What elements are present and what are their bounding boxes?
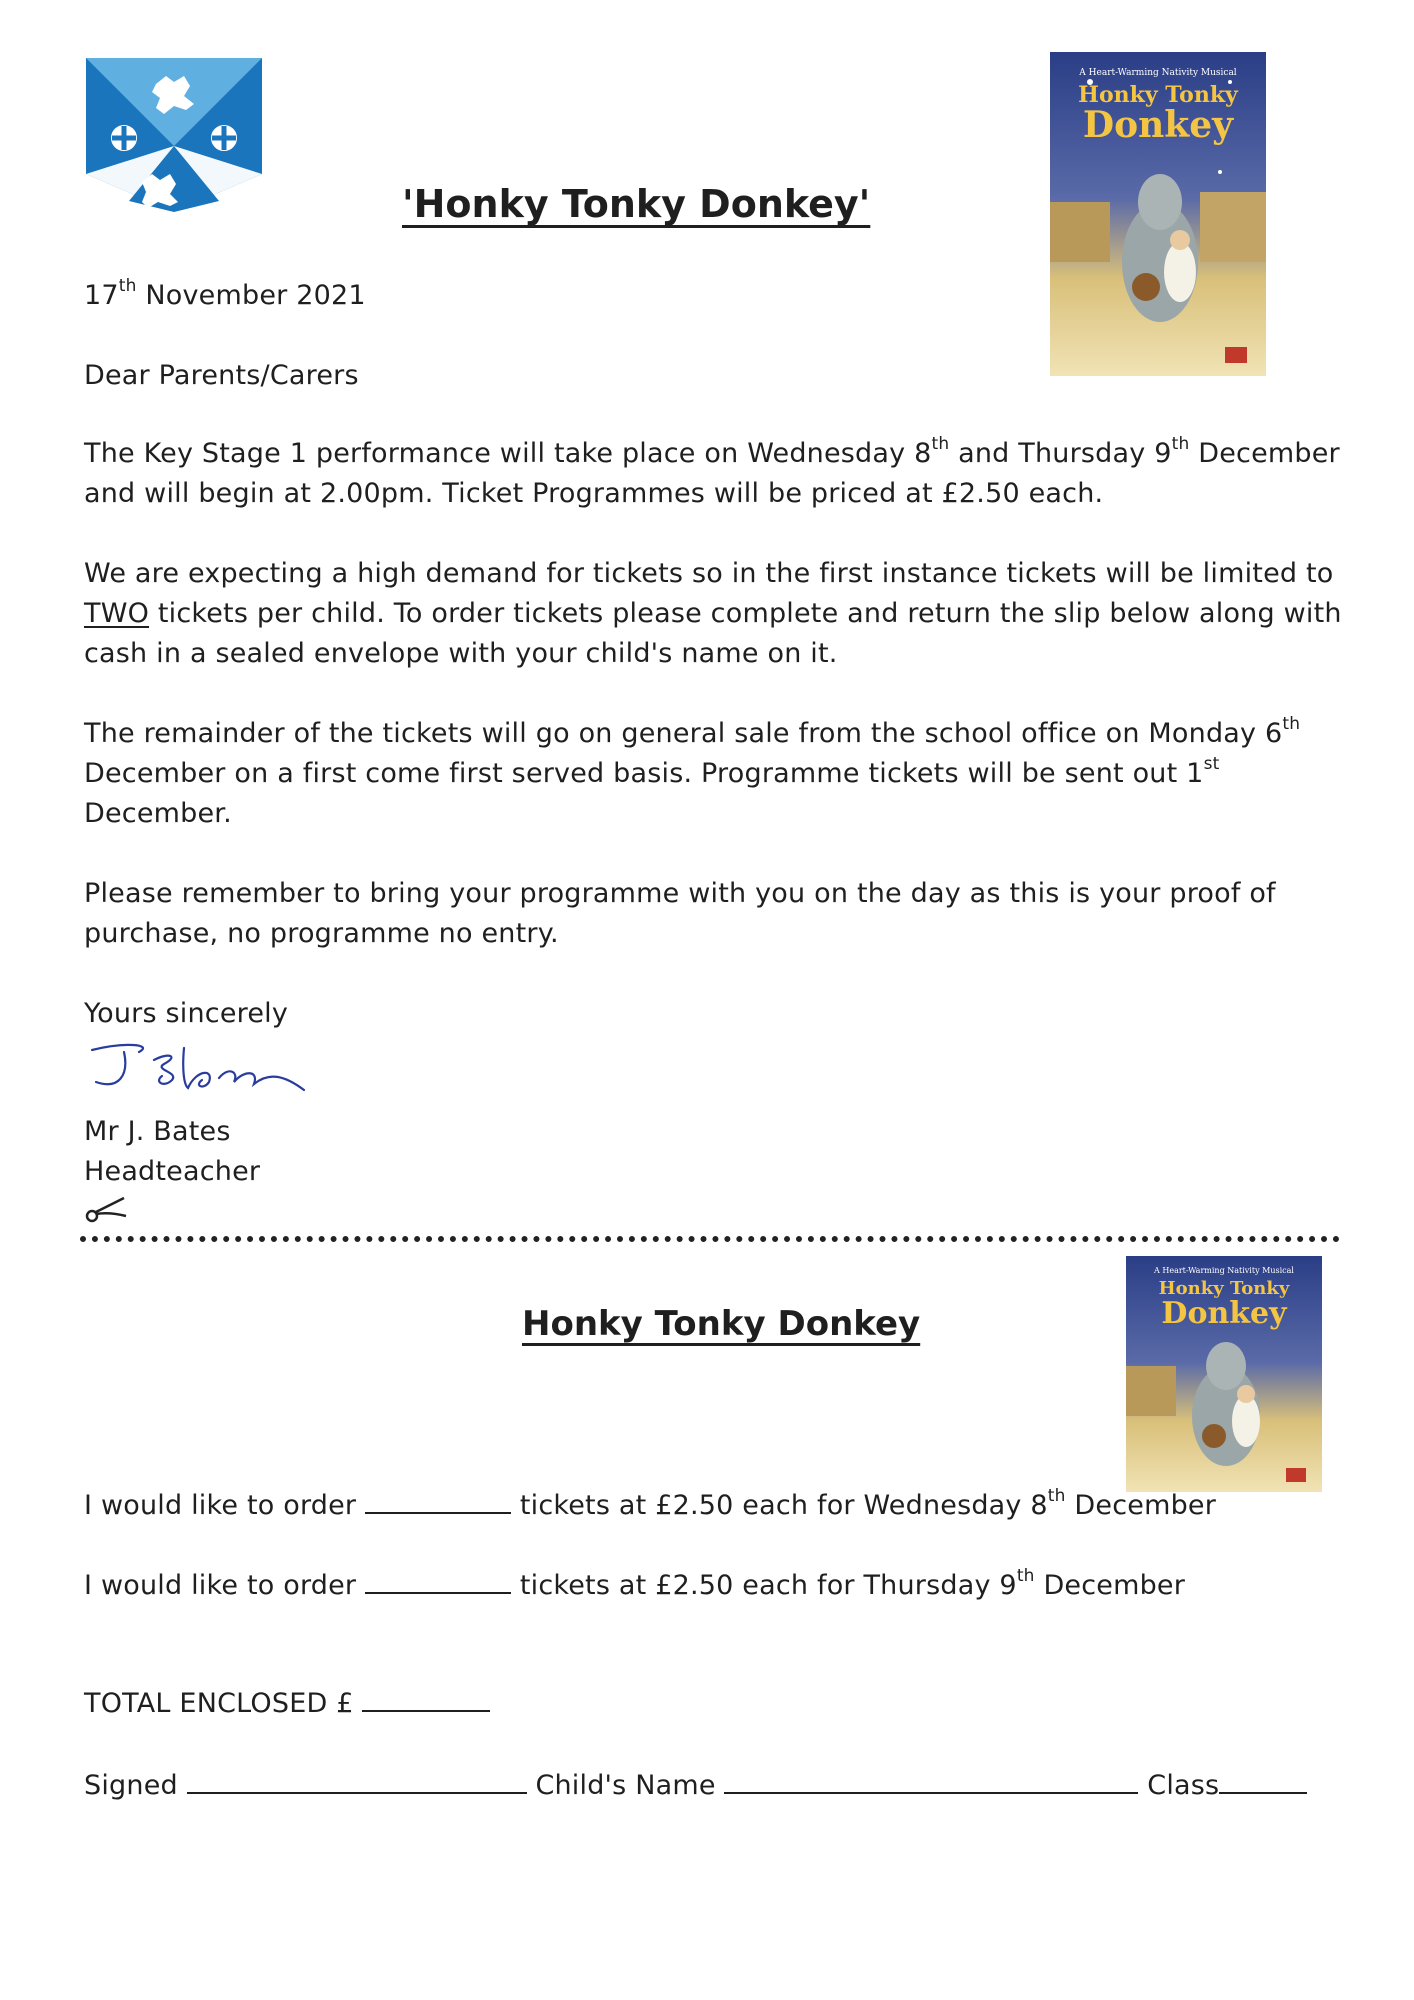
total-enclosed-line: TOTAL ENCLOSED £ bbox=[84, 1682, 490, 1724]
wednesday-quantity-field[interactable] bbox=[365, 1484, 511, 1514]
poster-title-line2: Donkey bbox=[1082, 104, 1234, 146]
signatory-name: Mr J. Bates bbox=[84, 1116, 231, 1147]
paragraph-performance: The Key Stage 1 performance will take place on Wednesday 8th and Thursday 9th December and will begin at 2.00pm. Ticket Programmes will be priced at £2.50 each. bbox=[84, 434, 1340, 509]
school-crest-logo bbox=[84, 56, 264, 214]
child-name-field[interactable] bbox=[724, 1764, 1138, 1794]
slip-poster-tagline: A Heart-Warming Nativity Musical bbox=[1154, 1266, 1294, 1275]
paragraph-general-sale: The remainder of the tickets will go on general sale from the school office on Monday 6th December on a first come first served basis. Programme tickets will be sent out 1st December. bbox=[84, 714, 1301, 829]
page-title: 'Honky Tonky Donkey' bbox=[402, 182, 871, 226]
class-field[interactable] bbox=[1219, 1764, 1307, 1794]
slip-poster-image bbox=[1126, 1256, 1322, 1492]
closing: Yours sincerely bbox=[84, 998, 289, 1029]
paragraph-demand: We are expecting a high demand for tickets so in the first instance tickets will be limited to TWO tickets per child. To order tickets please complete and return the slip below along with cash in a sealed envelope with your child's name on it. bbox=[84, 558, 1342, 669]
scissors-icon bbox=[84, 1192, 130, 1224]
order-line-thursday: I would like to order tickets at £2.50 each for Thursday 9th December bbox=[84, 1566, 1186, 1601]
signature bbox=[84, 1030, 314, 1110]
slip-title: Honky Tonky Donkey bbox=[522, 1304, 921, 1344]
order-line-wednesday: I would like to order tickets at £2.50 each for Wednesday 8th December bbox=[84, 1486, 1217, 1521]
poster-title-line1: Honky Tonky bbox=[1078, 82, 1238, 108]
total-amount-field[interactable] bbox=[362, 1682, 490, 1712]
slip-poster-title-line2: Donkey bbox=[1161, 1296, 1287, 1331]
signature-line: Signed Child's Name Class bbox=[84, 1764, 1307, 1806]
thursday-quantity-field[interactable] bbox=[365, 1564, 511, 1594]
signatory-role: Headteacher bbox=[84, 1156, 261, 1187]
slip-poster-title-line1: Honky Tonky bbox=[1158, 1278, 1290, 1299]
poster-tagline: A Heart-Warming Nativity Musical bbox=[1079, 68, 1237, 78]
paragraph-proof: Please remember to bring your programme with you on the day as this is your proof of purchase, no programme no entry. bbox=[84, 878, 1276, 949]
salutation: Dear Parents/Carers bbox=[84, 360, 359, 391]
signed-field[interactable] bbox=[187, 1764, 527, 1794]
letter-date: 17th November 2021 bbox=[84, 276, 366, 311]
poster-image bbox=[1050, 52, 1266, 376]
cut-line bbox=[80, 1236, 1340, 1242]
